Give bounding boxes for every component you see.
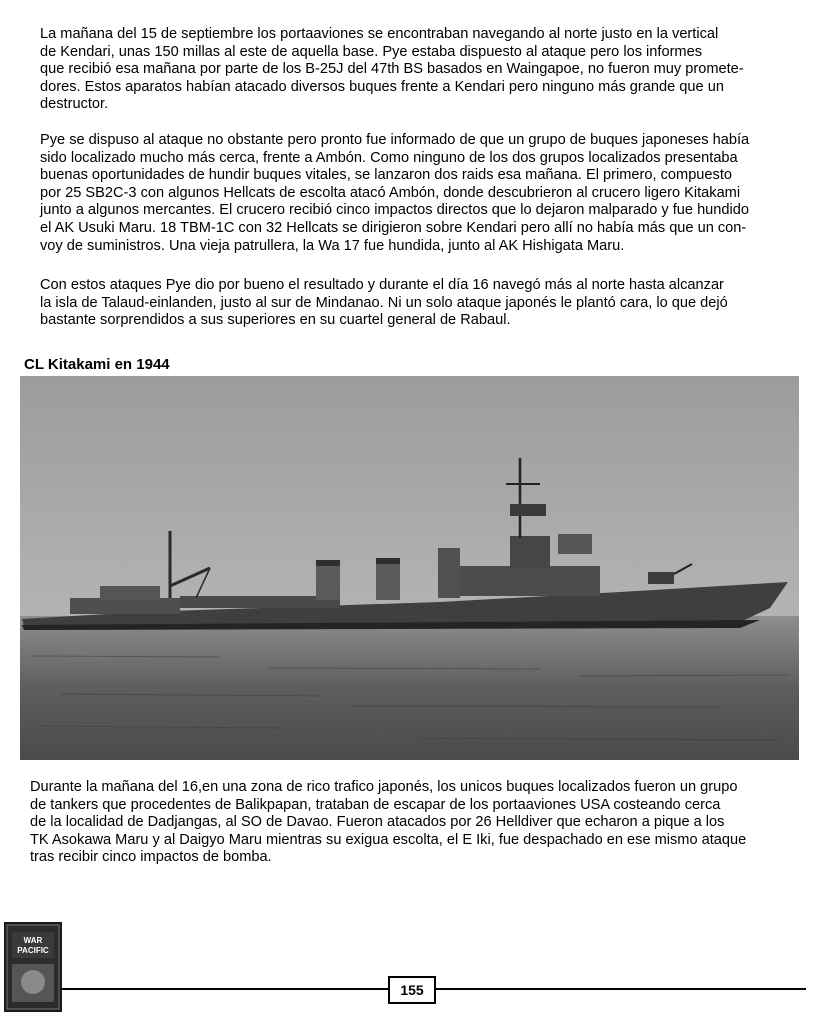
text-line: voy de suministros. Una vieja patrullera, la Wa 17 fue hundida, junto al AK Hishigata Maru.: [40, 237, 625, 254]
photo-caption: CL Kitakami en 1944: [24, 356, 170, 373]
page-number: 155: [388, 976, 436, 1004]
text-line: por 25 SB2C-3 con algunos Hellcats de escolta atacó Ambón, donde descubrieron al crucero ligero Kitakami: [40, 184, 741, 201]
ship-photo: [20, 376, 799, 760]
paragraph-4: [30, 779, 790, 867]
text-line: TK Asokawa Maru y al Daigyo Maru mientras su exigua escolta, el E Iki, fue despachado en ese mismo ataque: [30, 831, 747, 848]
text-line: bastante sorprendidos a sus superiores en su cuartel general de Rabaul.: [40, 312, 511, 329]
text-line: tras recibir cinco impactos de bomba.: [30, 849, 272, 866]
paragraph-2: [40, 132, 800, 255]
game-box-image: [4, 922, 62, 1012]
text-line: buenas oportunidades de hundir buques vitales, se lanzaron dos raids esa mañana. El primero, compuesto: [40, 167, 733, 184]
text-line: La mañana del 15 de septiembre los portaaviones se encontraban navegando al norte justo en la vertical: [40, 26, 719, 42]
paragraph-1: [40, 26, 800, 114]
paragraph-3: [40, 277, 800, 330]
text-line: que recibió esa mañana por parte de los B-25J del 47th BS basados en Waingapoe, no fueron muy promete-: [40, 61, 744, 78]
text-line: dores. Estos aparatos habían atacado diversos buques frente a Kendari pero ninguno más grande que un: [40, 78, 724, 95]
text-line: Pye se dispuso al ataque no obstante pero pronto fue informado de que un grupo de buques japoneses había: [40, 132, 750, 148]
footer-rule-left: [60, 988, 388, 990]
text-line: junto a algunos mercantes. El crucero recibió cinco impactos directos que lo dejaron malparado y fue hundido: [40, 202, 750, 219]
footer-rule-right: [436, 988, 806, 990]
logo-line-1: WAR: [23, 936, 43, 945]
text-line: Durante la mañana del 16,en una zona de rico trafico japonés, los unicos buques localizados fueron un grupo: [30, 779, 738, 795]
text-line: sido localizado mucho más cerca, frente a Ambón. Como ninguno de los dos grupos localizados presentaba: [40, 149, 738, 166]
ship-photo-image: [20, 376, 799, 760]
game-box-logo: [4, 922, 62, 1012]
text-line: la isla de Talaud-einlanden, justo al sur de Mindanao. Ni un solo ataque japonés le plantó cara, lo que dejó: [40, 294, 728, 311]
text-line: destructor.: [40, 96, 109, 113]
text-line: el AK Usuki Maru. 18 TBM-1C con 32 Hellcats se dirigieron sobre Kendari pero allí no había más que un con-: [40, 219, 747, 236]
text-line: Con estos ataques Pye dio por bueno el resultado y durante el día 16 navegó más al norte hasta alcanzar: [40, 277, 724, 293]
text-line: de Kendari, unas 150 millas al este de aquella base. Pye estaba dispuesto al ataque pero los informes: [40, 43, 703, 60]
text-line: de la localidad de Dadjangas, al SO de Davao. Fueron atacados por 26 Helldiver que echaron a pique a los: [30, 814, 725, 831]
text-line: de tankers que procedentes de Balikpapan, trataban de escapar de los portaaviones USA costeando cerca: [30, 796, 721, 813]
logo-line-2: PACIFIC: [17, 946, 49, 955]
